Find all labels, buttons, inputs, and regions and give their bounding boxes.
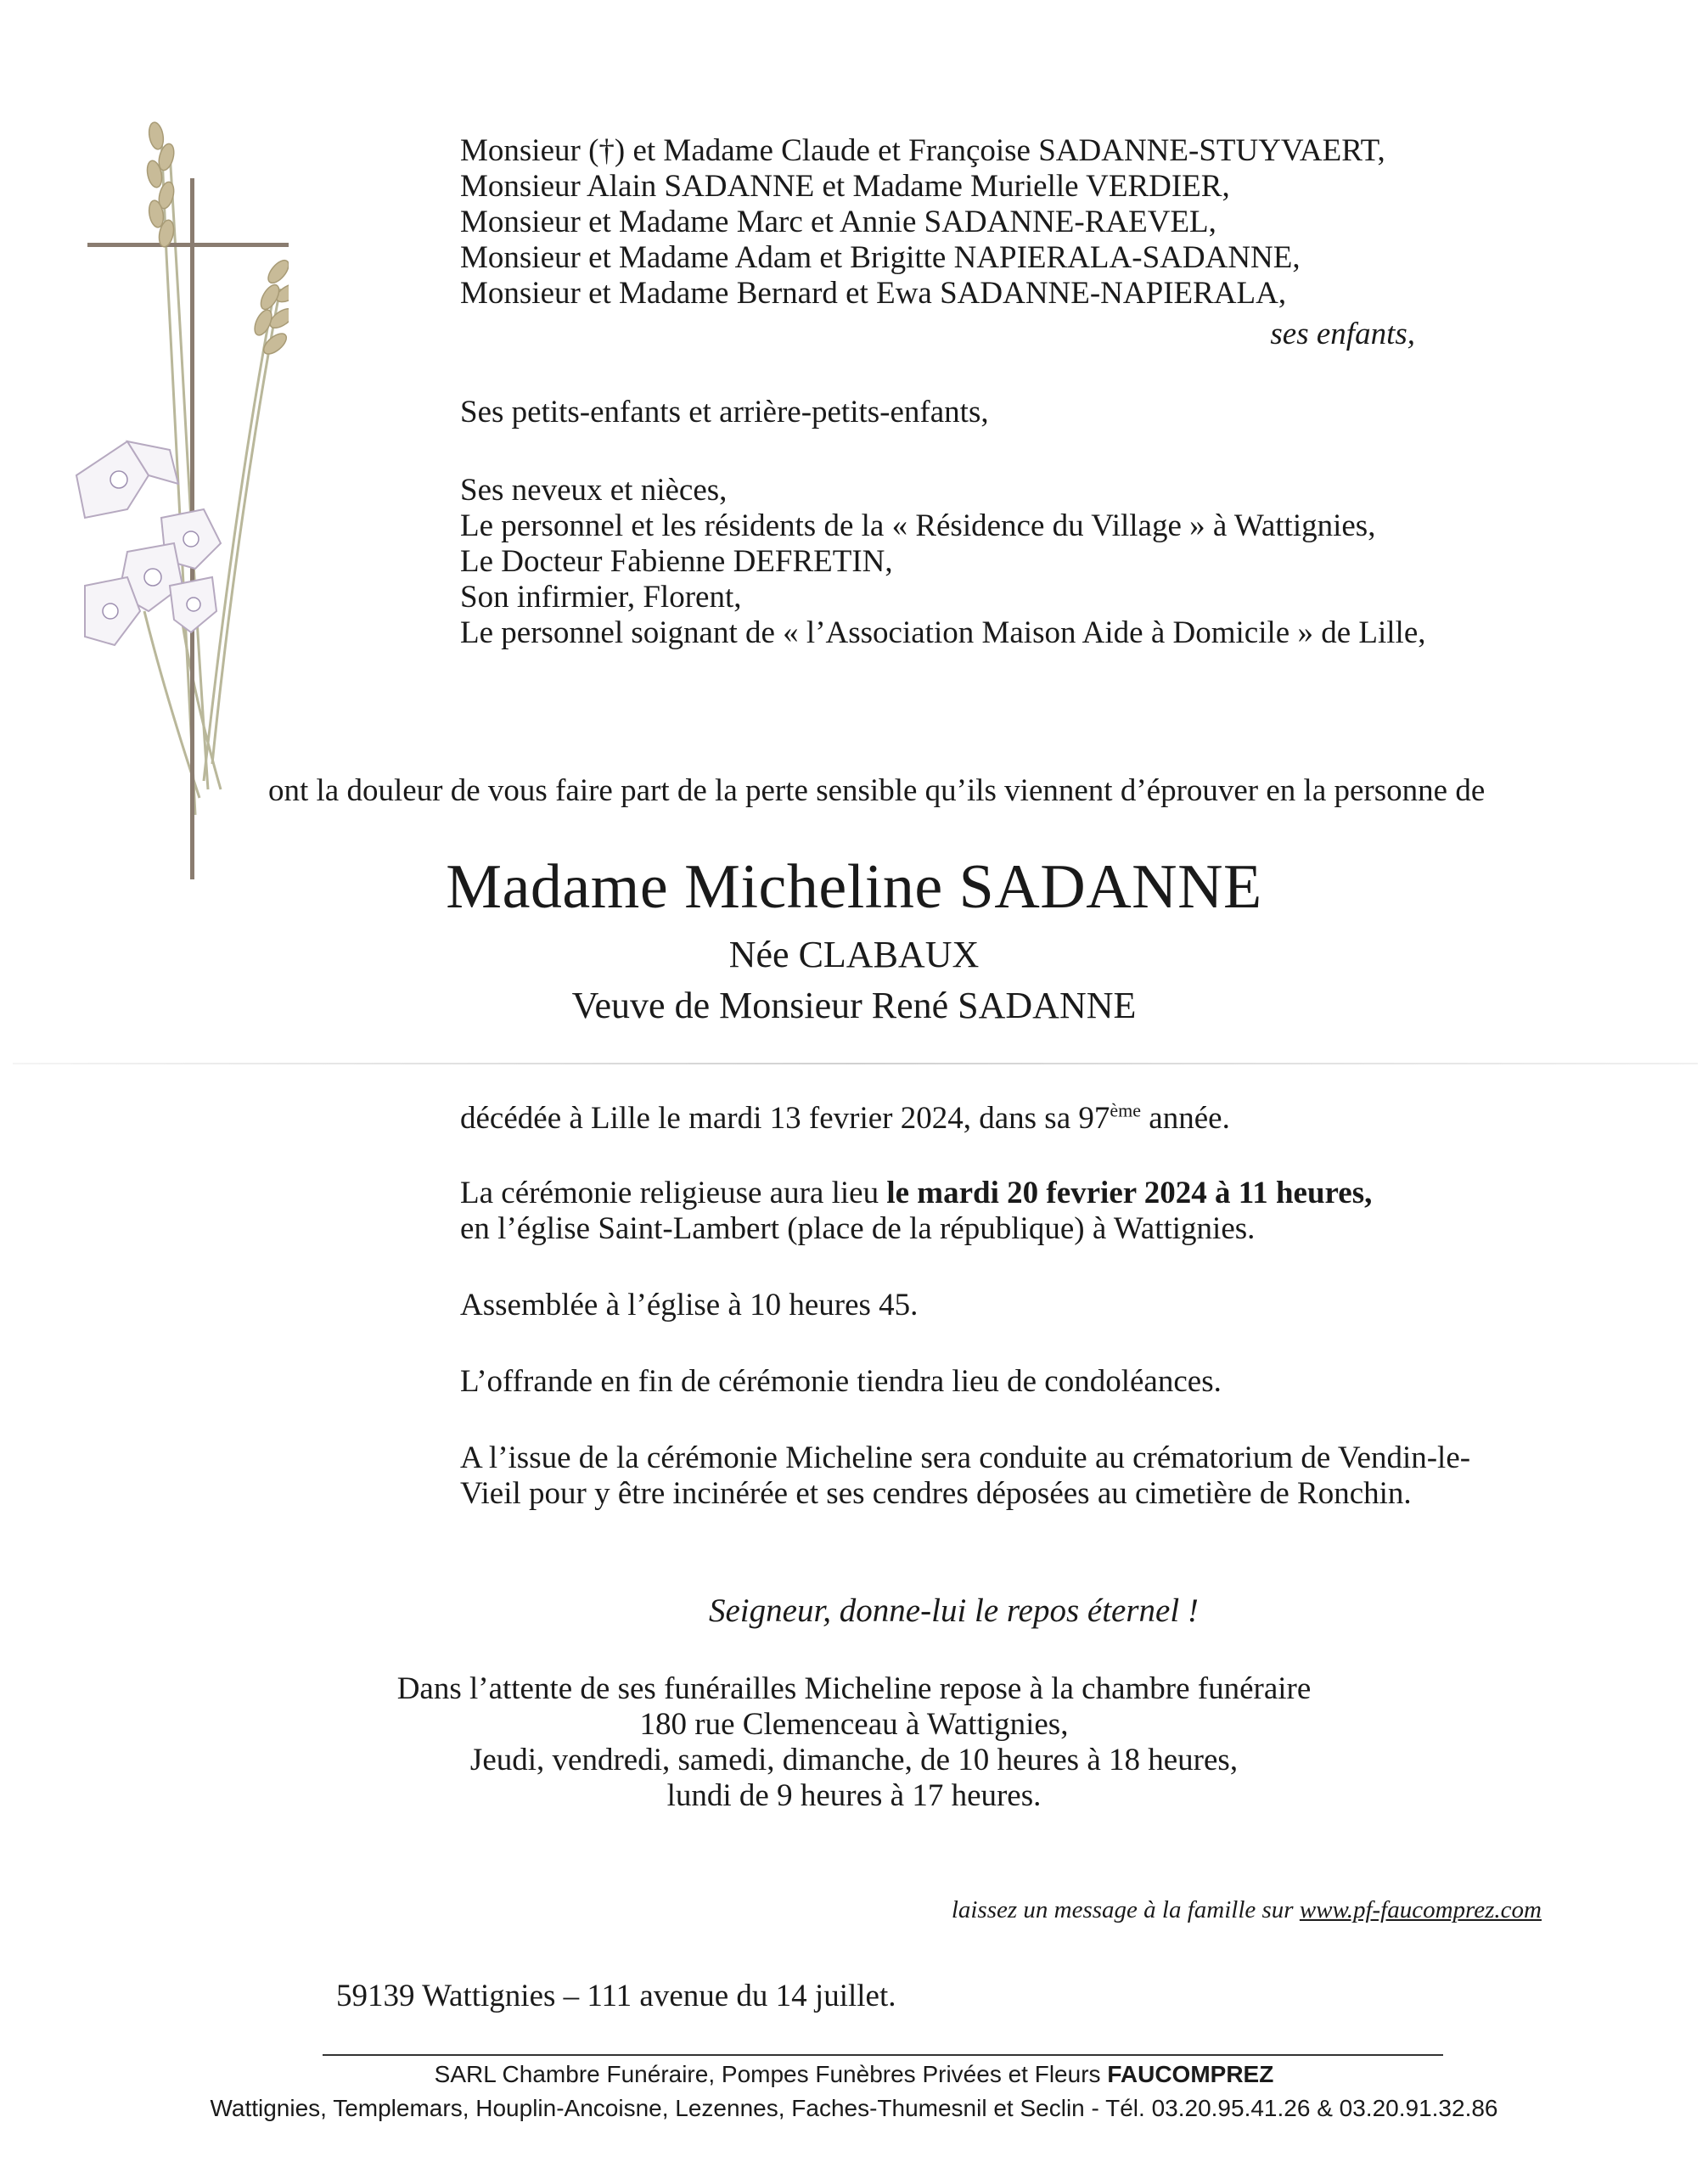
- announcer-line: Le personnel et les résidents de la « Résidence du Village » à Wattignies,: [460, 508, 1376, 543]
- ceremony-line: [460, 1175, 1372, 1212]
- rest-line: Jeudi, vendredi, samedi, dimanche, de 10 heures à 18 heures,: [469, 1743, 1239, 1777]
- announcer-line: Monsieur et Madame Marc et Annie SADANNE-RAEVEL,: [460, 205, 1216, 239]
- fold-line: [13, 1063, 1698, 1064]
- cremation-line: Vieil pour y être incinérée et ses cendres déposées au cimetière de Ronchin.: [460, 1476, 1412, 1511]
- message-prefix: laissez un message à la famille sur: [951, 1896, 1300, 1923]
- ceremony-prefix: La cérémonie religieuse aura lieu: [460, 1176, 887, 1210]
- maiden-name: Née CLABAUX: [728, 934, 980, 975]
- assembly-line: Assemblée à l’église à 10 heures 45.: [460, 1288, 919, 1322]
- rest-line: 180 rue Clemenceau à Wattignies,: [639, 1707, 1069, 1742]
- death-line: [460, 1100, 1230, 1137]
- death-suffix: année.: [1141, 1101, 1230, 1136]
- intro-line: ont la douleur de vous faire part de la perte sensible qu’ils viennent d’éprouver en la personne de: [268, 773, 1486, 808]
- announcer-line: Le Docteur Fabienne DEFRETIN,: [460, 544, 893, 579]
- widow-line: Veuve de Monsieur René SADANNE: [571, 985, 1137, 1026]
- company-prefix: SARL Chambre Funéraire, Pompes Funèbres Privées et Fleurs: [434, 2061, 1108, 2087]
- announcer-line: Monsieur et Madame Bernard et Ewa SADANNE-NAPIERALA,: [460, 276, 1287, 311]
- announcer-line: Son infirmier, Florent,: [460, 580, 742, 615]
- locations-line: Wattignies, Templemars, Houplin-Ancoisne, Lezennes, Faches-Thumesnil et Seclin - Tél. 03.20.95.41.26 & 03.20.91.32.86: [210, 2095, 1498, 2121]
- company-name: FAUCOMPREZ: [1107, 2061, 1274, 2087]
- cremation-line: A l’issue de la cérémonie Micheline sera conduite au crématorium de Vendin-le-: [460, 1440, 1471, 1475]
- message-line: [952, 1895, 1542, 1925]
- website-link[interactable]: www.pf-faucomprez.com: [1299, 1896, 1542, 1923]
- announcer-line: Monsieur et Madame Adam et Brigitte NAPIERALA-SADANNE,: [460, 240, 1301, 275]
- announcer-line: Ses neveux et nièces,: [460, 473, 728, 508]
- rest-line: Dans l’attente de ses funérailles Micheline repose à la chambre funéraire: [396, 1671, 1312, 1706]
- death-prefix: décédée à Lille le mardi 13 fevrier 2024, dans sa 97: [460, 1101, 1110, 1136]
- deceased-name: Madame Micheline SADANNE: [446, 852, 1262, 922]
- announcer-line: Monsieur Alain SADANNE et Madame Murielle VERDIER,: [460, 169, 1230, 204]
- children-label: ses enfants,: [1270, 317, 1415, 351]
- address-line: 59139 Wattignies – 111 avenue du 14 juillet.: [336, 1979, 896, 2013]
- announcer-line: Monsieur (†) et Madame Claude et Françoise SADANNE-STUYVAERT,: [460, 133, 1385, 168]
- footer-rule: [323, 2054, 1443, 2056]
- announcer-line: Le personnel soignant de « l’Association Maison Aide à Domicile » de Lille,: [460, 615, 1426, 650]
- rest-line: lundi de 9 heures à 17 heures.: [666, 1778, 1042, 1813]
- death-sup: ème: [1110, 1099, 1142, 1121]
- ceremony-date: le mardi 20 fevrier 2024 à 11 heures,: [886, 1176, 1373, 1210]
- offering-line: L’offrande en fin de cérémonie tiendra lieu de condoléances.: [460, 1364, 1222, 1399]
- prayer-line: Seigneur, donne-lui le repos éternel !: [709, 1592, 1199, 1629]
- grandchildren-line: Ses petits-enfants et arrière-petits-enfants,: [460, 395, 989, 430]
- church-line: en l’église Saint-Lambert (place de la république) à Wattignies.: [460, 1211, 1256, 1246]
- cross-wheat-lilies-icon: [0, 0, 289, 900]
- company-line: [0, 2059, 1708, 2090]
